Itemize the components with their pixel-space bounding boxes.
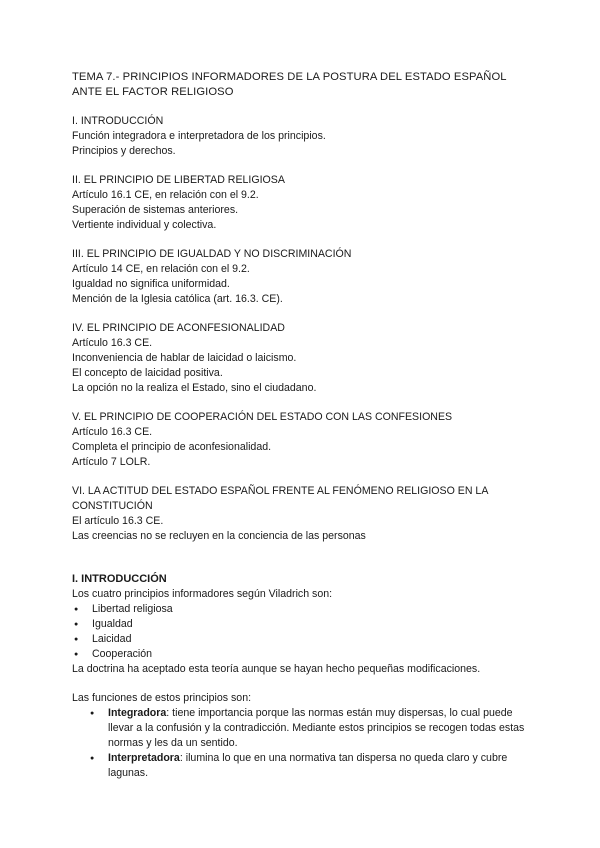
- outline-line: Artículo 16.3 CE.: [72, 337, 153, 349]
- outline-heading: VI. LA ACTITUD DEL ESTADO ESPAÑOL FRENTE AL FENÓMENO RELIGIOSO EN LA: [72, 485, 489, 497]
- list-item: ● Laicidad: [72, 632, 532, 647]
- document-title-line-2: ANTE EL FACTOR RELIGIOSO: [72, 86, 234, 98]
- outline-line: Inconveniencia de hablar de laicidad o laicismo.: [72, 352, 297, 364]
- outline-section-1: [72, 114, 532, 159]
- doctrine-paragraph: La doctrina ha aceptado esta teoría aunque se hayan hecho pequeñas modificaciones.: [72, 663, 481, 675]
- outline-line: Artículo 16.1 CE, en relación con el 9.2.: [72, 189, 259, 201]
- functions-intro: Las funciones de estos principios son:: [72, 692, 252, 704]
- list-item: [72, 706, 532, 751]
- outline-line: Mención de la Iglesia católica (art. 16.3. CE).: [72, 293, 283, 305]
- document-title-line-1: TEMA 7.- PRINCIPIOS INFORMADORES DE LA POSTURA DEL ESTADO ESPAÑOL: [72, 71, 507, 83]
- section-heading-introduccion: I. INTRODUCCIÓN: [72, 573, 167, 585]
- outline-line: Completa el principio de aconfesionalidad.: [72, 441, 272, 453]
- principles-intro: Los cuatro principios informadores según Viladrich son:: [72, 588, 333, 600]
- outline-line: Superación de sistemas anteriores.: [72, 204, 239, 216]
- outline-heading: III. EL PRINCIPIO DE IGUALDAD Y NO DISCRIMINACIÓN: [72, 248, 352, 260]
- list-item: ● Cooperación: [72, 647, 532, 662]
- outline-section-2: [72, 173, 532, 233]
- document-body: [72, 70, 532, 781]
- outline-section-4: [72, 321, 532, 396]
- function-description: : ilumina lo que en una normativa tan dispersa no queda claro y cubre lagunas.: [108, 752, 508, 779]
- outline-heading: I. INTRODUCCIÓN: [72, 115, 164, 127]
- outline-line: El artículo 16.3 CE.: [72, 515, 164, 527]
- outline-line: El concepto de laicidad positiva.: [72, 367, 223, 379]
- outline-line: Igualdad no significa uniformidad.: [72, 278, 230, 290]
- list-item: [72, 751, 532, 781]
- outline-heading-continued: CONSTITUCIÓN: [72, 500, 153, 512]
- outline-heading: V. EL PRINCIPIO DE COOPERACIÓN DEL ESTADO CON LAS CONFESIONES: [72, 411, 453, 423]
- outline-line: Artículo 16.3 CE.: [72, 426, 153, 438]
- list-item: ● Libertad religiosa: [72, 602, 532, 617]
- functions-list: [72, 706, 532, 781]
- outline-line: Artículo 7 LOLR.: [72, 456, 151, 468]
- outline-section-5: [72, 410, 532, 470]
- principles-list: [72, 602, 532, 662]
- outline-line: La opción no la realiza el Estado, sino el ciudadano.: [72, 382, 317, 394]
- outline-line: Función integradora e interpretadora de los principios.: [72, 130, 326, 142]
- outline-line: Vertiente individual y colectiva.: [72, 219, 217, 231]
- outline-line: Principios y derechos.: [72, 145, 176, 157]
- function-description: : tiene importancia porque las normas están muy dispersas, lo cual puede llevar a la confusión y la contradicción. Mediante estos principios se recogen todas estas normas y les da un sentido.: [108, 707, 525, 749]
- function-term: Interpretadora: [108, 752, 180, 764]
- outline-section-6: [72, 484, 532, 544]
- outline-line: Las creencias no se recluyen en la conciencia de las personas: [72, 530, 366, 542]
- outline-section-3: [72, 247, 532, 307]
- function-term: Integradora: [108, 707, 167, 719]
- outline-heading: II. EL PRINCIPIO DE LIBERTAD RELIGIOSA: [72, 174, 285, 186]
- outline-line: Artículo 14 CE, en relación con el 9.2.: [72, 263, 250, 275]
- outline-heading: IV. EL PRINCIPIO DE ACONFESIONALIDAD: [72, 322, 285, 334]
- list-item: ● Igualdad: [72, 617, 532, 632]
